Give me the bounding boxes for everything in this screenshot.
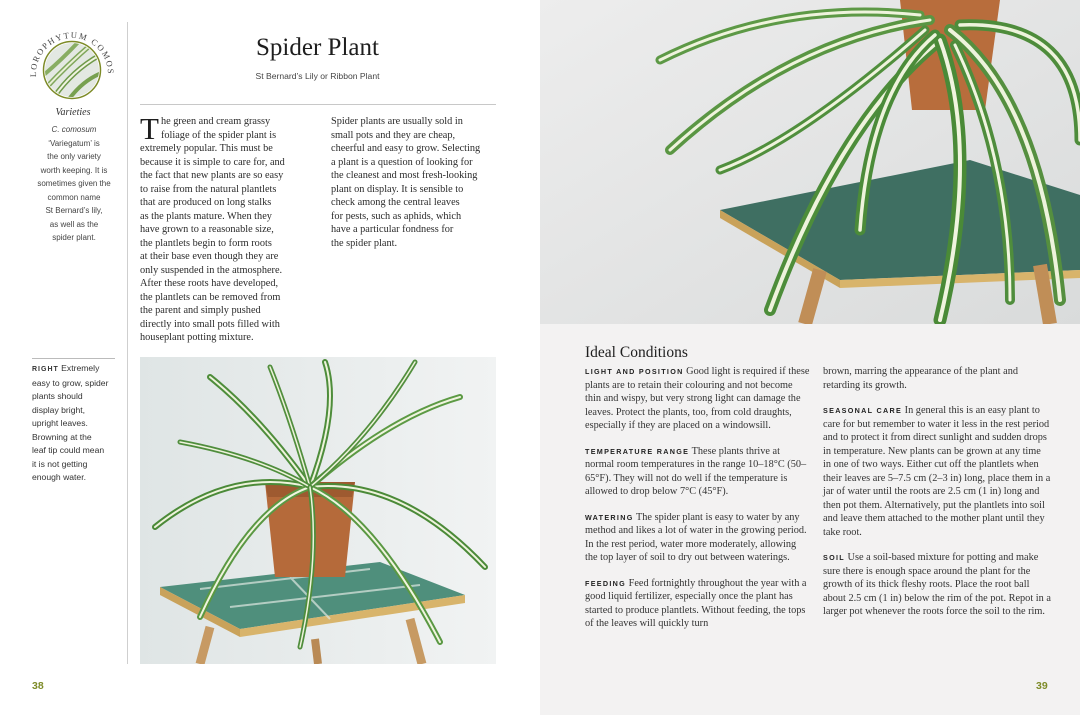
text-line: have grown to a reasonable size,: [140, 224, 274, 235]
text-line: that are produced on long stalks: [140, 197, 272, 208]
seasonal-text: In general this is an easy plant to care for but remember to water it less in the rest period and to protect it from direct sunlight and sudden drops in temperature. New plants can be grown at any time in one of two ways. Either cut off the plantlets when their leaves are 5–7.5 cm (2–3 in) long, place them in a jar of water until the roots are 2.5 cm (1 in) long and then pot them. Alternatively, put the plantlets into soil and leave them attached to the mother plant until they take root.: [823, 405, 1051, 538]
temperature-section: [585, 445, 810, 499]
soil-heading: SOIL: [823, 553, 845, 562]
text-line: extremely popular. This must be: [140, 143, 273, 154]
caption-line: plants should: [32, 391, 83, 401]
temperature-heading: TEMPERATURE RANGE: [585, 446, 690, 456]
temperature-text: These plants thrive at normal room temperatures in the range 10–18°C (50–65°F). They will not do well if the temperature is allowed to drop below 7°C (45°F).: [585, 445, 807, 497]
watering-heading: WATERING: [585, 512, 634, 522]
seasonal-section: [823, 404, 1051, 539]
text-line: at their base even though they are: [140, 251, 279, 262]
light-text: Good light is required if these plants are to retain their colouring and not become thin and wispy, but very strong light can damage the leaves. Protect the plants, too, from cold draughts, especially if they are placed on a windowsill.: [585, 366, 810, 431]
spider-plant-closeup-photo: [540, 0, 1080, 324]
varieties-line: common name: [47, 192, 101, 202]
page-title: Spider Plant: [256, 34, 379, 61]
text-line: small pots and they are cheap,: [331, 129, 456, 141]
text-line: to raise from the natural plantlets: [140, 183, 277, 195]
text-line: a plant is a question of looking for: [331, 156, 473, 168]
text-line: directly into small pots filled with: [140, 318, 280, 330]
intro-column-1: [140, 111, 305, 345]
varieties-heading: Varieties: [55, 107, 91, 118]
caption-line: display bright,: [32, 404, 86, 415]
soil-section: [823, 551, 1051, 619]
light-section: [585, 365, 810, 433]
feeding-heading: FEEDING: [585, 578, 627, 588]
text-line: for pests, such as aphids, which: [331, 210, 462, 222]
varieties-line: spider plant.: [52, 233, 96, 242]
caption-label: RIGHT: [32, 366, 59, 373]
text-line: the plantlets begin to form roots: [140, 237, 272, 249]
feeding-continued: brown, marring the appearance of the plant and retarding its growth.: [823, 366, 1018, 391]
varieties-line: worth keeping. It is: [40, 165, 108, 175]
spider-plant-photo: [140, 357, 496, 664]
varieties-text: [30, 123, 118, 245]
text-line: the fact that new plants are so easy: [140, 170, 284, 181]
text-line: plant on display. It is sensible to: [331, 183, 464, 195]
varieties-line: St Bernard’s lily,: [45, 206, 103, 215]
light-heading: LIGHT AND POSITION: [585, 367, 684, 376]
caption-rule: [32, 358, 115, 359]
sidebar-divider: [127, 22, 128, 664]
conditions-column-1: [585, 365, 810, 643]
intro-column-2: [331, 115, 501, 250]
text-line: the parent and simply pushed: [140, 305, 261, 316]
badge-arc-text: LOROPHYTUM COMOS: [27, 29, 117, 78]
caption-line: it is not getting: [32, 458, 88, 469]
text-line: the spider plant.: [331, 237, 398, 249]
text-line: as the plants mature. When they: [140, 210, 272, 222]
feeding-section: [585, 577, 810, 631]
varieties-line: as well as the: [49, 219, 99, 229]
heading-rule: [140, 104, 496, 105]
soil-text: Use a soil-based mixture for potting and make sure there is enough space around the plant for the growth of its thick fleshy roots. Place the root ball about 2.5 cm (1 in) below the rim of the pot. Repot in a larger pot whenever the roots force the soil to the rim.: [823, 552, 1051, 617]
text-line: cheerful and easy to grow. Selecting: [331, 143, 481, 154]
text-line: check among the central leaves: [331, 197, 460, 208]
varieties-line: the only variety: [47, 152, 101, 161]
spider-plant-illustration: [140, 357, 496, 664]
caption-line: upright leaves.: [32, 418, 88, 428]
photo-caption: [32, 362, 120, 485]
conditions-column-2: [823, 365, 1051, 631]
drop-cap: T: [140, 111, 159, 146]
ideal-conditions-heading: Ideal Conditions: [585, 344, 688, 361]
text-line: have a particular fondness for: [331, 224, 454, 235]
caption-line: enough water.: [32, 472, 86, 482]
text-line: Spider plants are usually sold in: [331, 116, 463, 127]
page-subtitle: St Bernard’s Lily or Ribbon Plant: [255, 71, 380, 81]
text-line: he green and cream grassy: [160, 116, 271, 127]
text-line: the plantlets can be removed from: [140, 291, 281, 303]
seasonal-heading: SEASONAL CARE: [823, 406, 903, 415]
varieties-line: C. comosum: [51, 125, 97, 134]
spider-plant-closeup-illustration: [540, 0, 1080, 324]
text-line: only suspended in the atmosphere.: [140, 264, 283, 276]
text-line: because it is simple to care for, and: [140, 156, 285, 168]
feeding-text: Feed fortnightly throughout the year with a good liquid fertilizer, especially once the plant has started to produce plantlets. Without feeding, the tops of the leaves will quickly turn: [585, 577, 807, 629]
species-badge: [22, 20, 122, 120]
page-number-left: 38: [32, 680, 44, 692]
caption-line: Extremely: [58, 363, 100, 373]
caption-line: Browning at the: [32, 431, 92, 442]
text-line: After these roots have developed,: [140, 278, 279, 289]
caption-line: easy to grow, spider: [32, 377, 109, 388]
watering-section: [585, 511, 810, 565]
text-line: foliage of the spider plant is: [160, 129, 277, 141]
text-line: houseplant potting mixture.: [140, 332, 254, 343]
varieties-line: sometimes given the: [37, 179, 111, 188]
watering-text: The spider plant is easy to water by any method and likes a lot of water in the growing period. In the rest period, water more moderately, allowing the top layer of soil to dry out between waterings.: [585, 511, 807, 563]
page-number-right: 39: [1036, 680, 1048, 692]
caption-line: leaf tip could mean: [32, 445, 105, 455]
species-badge-graphic: [22, 20, 122, 120]
varieties-line: ‘Variegatum’ is: [48, 138, 100, 148]
text-line: the cleanest and most fresh-looking: [331, 170, 478, 181]
